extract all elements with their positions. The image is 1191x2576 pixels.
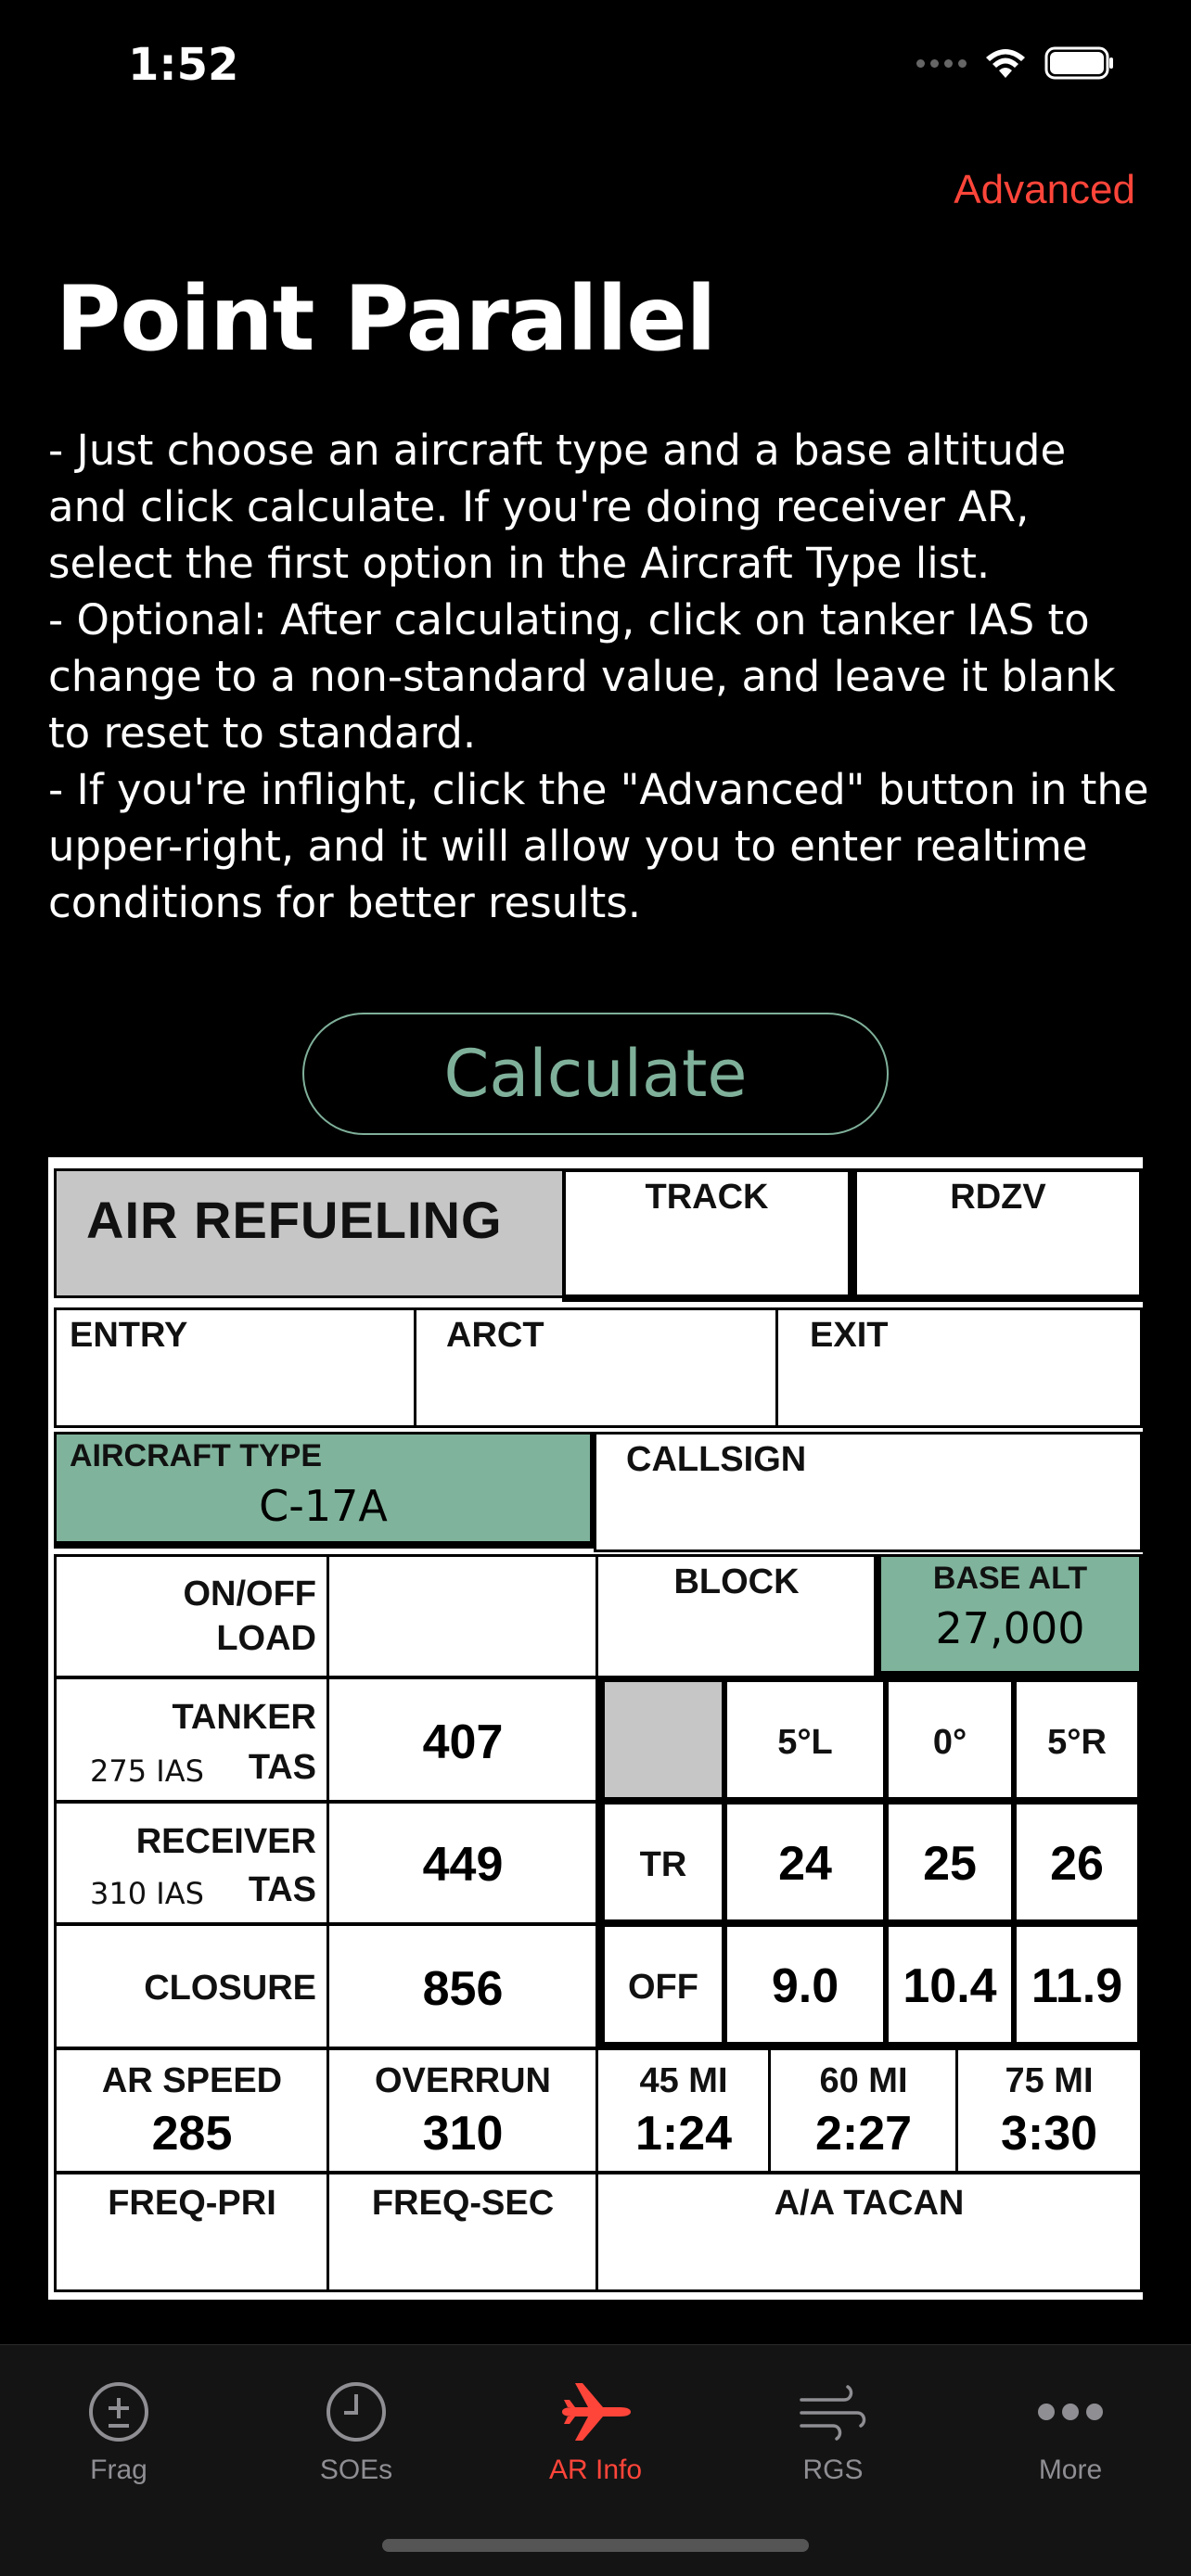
air-refueling-header [54,1168,566,1298]
freq-pri-label: FREQ-PRI [108,2184,276,2223]
tr-value: 25 [923,1837,977,1891]
mi45-cell [596,2047,772,2174]
offset-table-corner [605,1682,722,1797]
closure-cell [327,1923,599,2049]
calculate-button[interactable]: Calculate [302,1013,889,1135]
status-time: 1:52 [128,39,239,91]
home-indicator [382,2539,809,2552]
aircraft-type-value: C-17A [259,1481,388,1531]
off-label: OFF [628,1968,698,2007]
ar-speed-label: AR SPEED [101,2061,283,2100]
freq-sec-label: FREQ-SEC [371,2184,555,2223]
mi60-value: 2:27 [814,2107,913,2161]
mi75-label: 75 MI [1005,2061,1094,2100]
on-off-load-value[interactable] [327,1554,599,1678]
receiver-ias: 310 IAS [90,1876,204,1911]
arct-label: ARCT [446,1316,544,1355]
off-value-cell [727,1927,883,2042]
angle-header: 5°L [777,1723,833,1762]
tanker-label-cell[interactable] [54,1677,330,1803]
aa-tacan-cell[interactable] [596,2172,1143,2292]
mi45-value: 1:24 [634,2107,733,2161]
instruction-line: - Just choose an aircraft type and a base altitude and click calculate. If you're doing receiver AR, select the first option in the Aircraft Type list. [48,426,1067,588]
tr-label: TR [639,1845,687,1884]
mi75-value: 3:30 [1000,2107,1098,2161]
airplane-icon [503,2373,688,2451]
angle-header: 5°R [1047,1723,1107,1762]
angle-header: 0° [932,1723,967,1762]
receiver-label: RECEIVER [135,1822,316,1861]
callsign-cell[interactable] [594,1432,1143,1552]
on-off-load-line: LOAD [216,1619,316,1658]
rdzv-cell[interactable] [853,1168,1143,1302]
mi60-label: 60 MI [819,2061,908,2100]
tab-label: More [1038,2455,1103,2485]
tr-value: 26 [1050,1837,1104,1891]
tab-label: RGS [802,2455,864,2485]
closure-value: 856 [422,1962,504,2016]
tab-label: Frag [90,2455,147,2485]
more-icon [978,2373,1163,2451]
off-label-cell [605,1927,722,2042]
tab-label: AR Info [548,2455,643,2485]
overrun-value: 310 [422,2107,504,2161]
aa-tacan-label: A/A TACAN [774,2184,965,2223]
base-alt-selector[interactable] [874,1554,1143,1678]
tr-label-cell [605,1804,722,1919]
air-refueling-card [48,1157,1143,2300]
tab-soes[interactable] [263,2373,449,2486]
tab-ar-info[interactable] [503,2373,688,2486]
receiver-label-cell [54,1801,330,1925]
off-value: 11.9 [1031,1959,1123,2013]
advanced-button[interactable]: Advanced [954,167,1135,212]
entry-cell[interactable] [54,1307,417,1428]
cellular-signal-icon [916,59,967,68]
angle-header-cell [889,1682,1011,1797]
instructions-text [48,422,1152,931]
on-off-load-label-cell [54,1554,330,1678]
off-value: 10.4 [903,1959,997,2013]
tanker-ias[interactable]: 275 IAS [90,1753,204,1789]
tab-label: SOEs [319,2455,393,2485]
tanker-tas-cell [327,1677,599,1803]
off-value-cell [1017,1927,1137,2042]
receiver-tas-cell [327,1801,599,1925]
receiver-tas-label: TAS [248,1870,316,1909]
on-off-load-line: ON/OFF [183,1575,316,1613]
off-value-cell [889,1927,1011,2042]
tr-value-cell [1017,1804,1137,1919]
angle-header-cell [727,1682,883,1797]
closure-label-cell [54,1923,330,2049]
callsign-label: CALLSIGN [626,1440,807,1479]
rdzv-label: RDZV [950,1178,1046,1217]
tr-value: 24 [778,1837,832,1891]
air-refueling-title: AIR REFUELING [86,1191,503,1249]
track-cell[interactable] [562,1168,855,1302]
block-cell[interactable] [596,1554,877,1678]
clock-icon [263,2373,449,2451]
entry-label: ENTRY [70,1316,188,1355]
exit-label: EXIT [810,1316,889,1355]
closure-label: CLOSURE [144,1969,316,2008]
receiver-tas-value: 449 [422,1838,504,1892]
wifi-icon [983,46,1028,80]
overrun-cell [327,2047,599,2174]
mi60-cell [768,2047,959,2174]
tanker-tas-label: TAS [248,1748,316,1787]
tab-rgs[interactable] [740,2373,926,2486]
tr-value-cell [727,1804,883,1919]
mi45-label: 45 MI [639,2061,728,2100]
base-alt-value: 27,000 [935,1603,1085,1653]
base-alt-label: BASE ALT [932,1561,1088,1596]
tanker-label: TANKER [172,1698,316,1737]
arct-cell[interactable] [414,1307,779,1428]
on-off-load-label [183,1572,316,1661]
angle-header-cell [1017,1682,1137,1797]
page-title: Point Parallel [56,267,716,371]
aircraft-type-label: AIRCRAFT TYPE [70,1438,322,1473]
status-icons [916,46,1115,80]
tr-value-cell [889,1804,1011,1919]
wind-icon [740,2373,926,2451]
mi75-cell [955,2047,1143,2174]
instruction-line: - If you're inflight, click the "Advanced" button in the upper-right, and it will allow you to enter realtime conditions for better results. [48,765,1149,927]
off-value: 9.0 [771,1959,839,2013]
battery-icon [1044,46,1115,80]
plus-circle-icon [26,2373,211,2451]
freq-sec-cell[interactable] [327,2172,599,2292]
ar-speed-cell [54,2047,330,2174]
tab-frag[interactable] [26,2373,211,2486]
ar-speed-value: 285 [151,2107,233,2161]
tanker-tas-value: 407 [422,1715,504,1769]
tab-more[interactable] [978,2373,1163,2486]
instruction-line: - Optional: After calculating, click on tanker IAS to change to a non-standard value, and leave it blank to reset to standard. [48,595,1116,758]
aircraft-type-selector[interactable] [54,1432,597,1549]
track-label: TRACK [645,1178,769,1217]
exit-cell[interactable] [775,1307,1143,1428]
freq-pri-cell[interactable] [54,2172,330,2292]
overrun-label: OVERRUN [374,2061,552,2100]
block-label: BLOCK [673,1562,800,1601]
